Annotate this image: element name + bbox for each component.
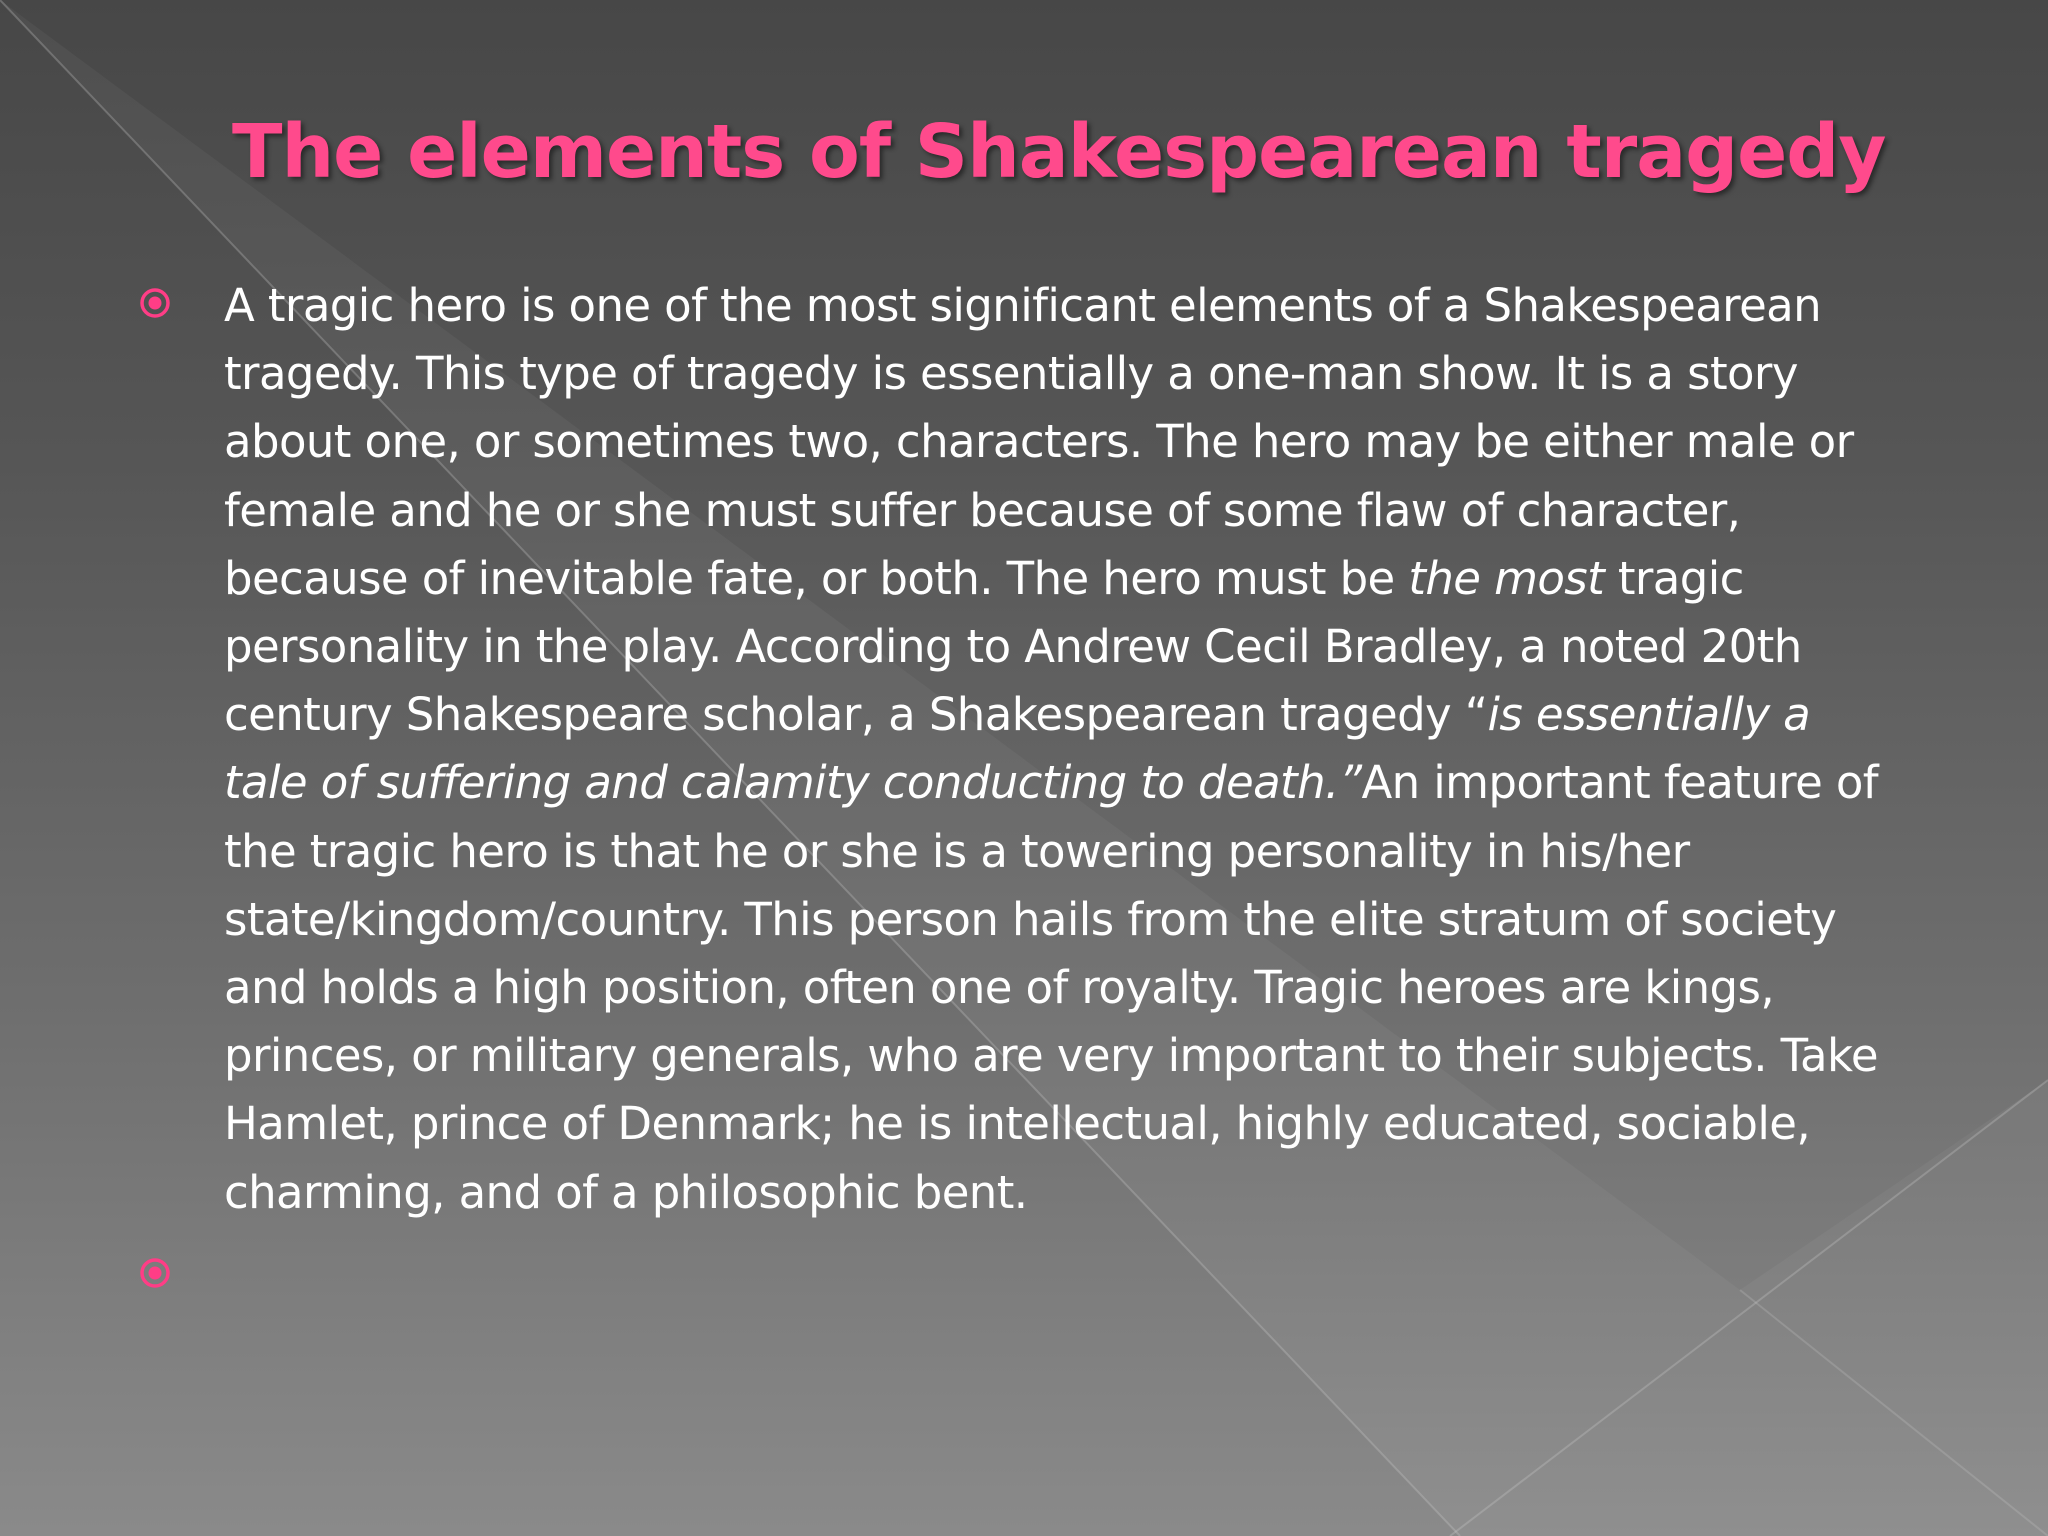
circled-dot-bullet-icon	[138, 1256, 172, 1290]
bradley-quote: is essentially a tale of suffering and calamity conducting to death.”	[224, 688, 1811, 810]
bullet-text-segment: An important feature of the tragic hero is that he or she is a towering personality in his/her state/kingdom/country. This person hails from the elite stratum of society and holds a high position, often one of royalty. Tragic heroes are kings, princes, or military generals, who are very important to their subjects. Take Hamlet, prince of Denmark; he is intellectual, highly educated, sociable, charming, and of a philosophic bent.	[224, 756, 1879, 1219]
bullet-item	[224, 272, 1904, 1227]
slide-title: The elements of Shakespearean tragedy	[232, 109, 1886, 195]
bullet-paragraph	[224, 272, 1904, 1227]
bullet-item-empty	[224, 1250, 1904, 1298]
emphasis-the-most: the most	[1408, 551, 1605, 605]
bullet-text-segment: tragic personality in the play. According to Andrew Cecil Bradley, a noted 20th century Shakespeare scholar, a Shakespearean tragedy “	[224, 551, 1802, 742]
circled-dot-bullet-icon	[138, 286, 172, 320]
bullet-text-segment: A tragic hero is one of the most significant elements of a Shakespearean tragedy. This type of tragedy is essentially a one-man show. It is a story about one, or sometimes two, characters. The hero may be either male or female and he or she must suffer because of some flaw of character, because of inevitable fate, or both. The hero must be	[224, 279, 1854, 605]
